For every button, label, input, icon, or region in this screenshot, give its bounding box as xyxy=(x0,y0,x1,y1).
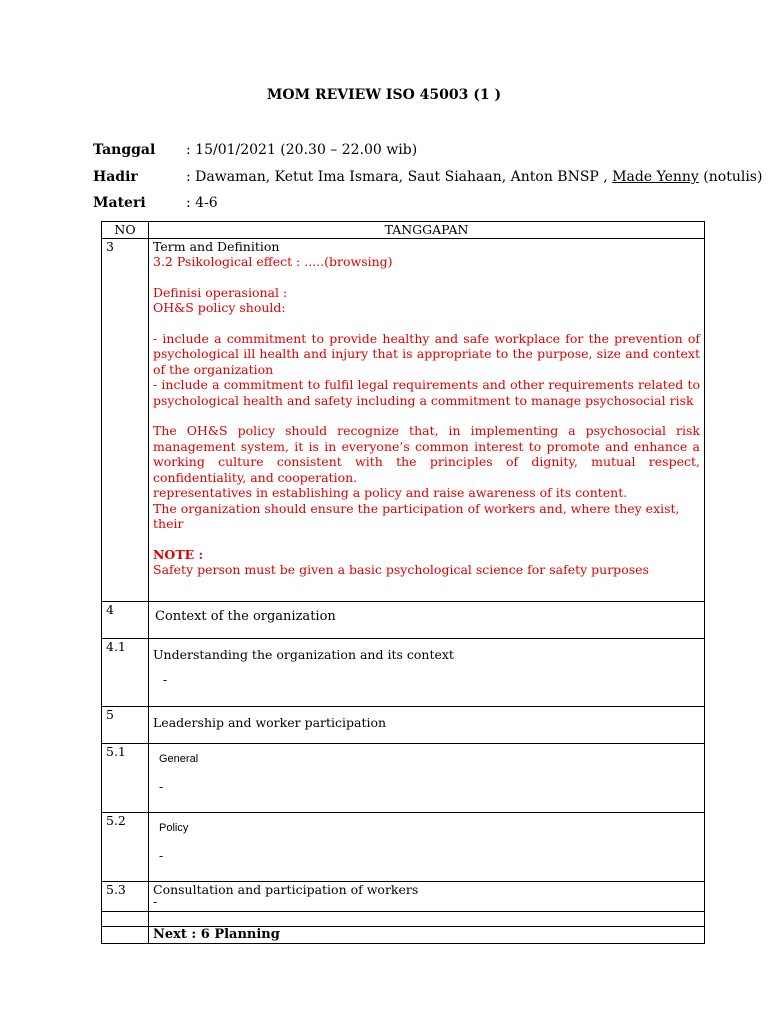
table-row xyxy=(102,812,705,881)
subsection-title: 3.2 Psikological effect : .....(browsing) xyxy=(153,254,393,269)
placeholder-dash: - xyxy=(159,779,164,794)
table-row xyxy=(102,706,705,743)
policy-paragraph: The OH&S policy should recognize that, in implementing a psychosocial risk management system, it is in everyone’s common interest to promote and enhance a working culture consistent with the principles of dignity, mutual respect, confidentiality, and cooperation. xyxy=(153,423,700,485)
policy-paragraph: representatives in establishing a policy and raise awareness of its content. xyxy=(153,485,628,500)
placeholder-dash: - xyxy=(159,848,164,863)
row-number: 5 xyxy=(102,706,149,743)
placeholder-dash: - xyxy=(153,894,158,909)
materi-label: Materi xyxy=(93,195,146,211)
row-number xyxy=(102,926,149,943)
section-title: Consultation and participation of workers xyxy=(153,881,419,897)
tanggal-value: : 15/01/2021 (20.30 – 22.00 wib) xyxy=(186,142,418,158)
table-header-row xyxy=(102,222,705,239)
header-no: NO xyxy=(102,222,149,239)
policy-label: OH&S policy should: xyxy=(153,300,286,315)
hadir-notulis-name: Made Yenny xyxy=(612,169,699,185)
policy-bullet: - include a commitment to fulfil legal requirements and other requirements related to psychological health and safety including a commitment to manage psychosocial risk xyxy=(153,377,700,408)
hadir-attendees: : Dawaman, Ketut Ima Ismara, Saut Siahaan, Anton BNSP , xyxy=(186,169,613,185)
row-content xyxy=(149,706,705,743)
row-content xyxy=(149,812,705,881)
row-content xyxy=(149,926,705,943)
policy-paragraph: The organization should ensure the participation of workers and, where they exist, their xyxy=(153,500,680,531)
table-row xyxy=(102,238,705,601)
section-title: Leadership and worker participation xyxy=(153,714,387,730)
note-text: Safety person must be given a basic psychological science for safety purposes xyxy=(153,562,649,577)
header-tanggapan: TANGGAPAN xyxy=(149,222,705,239)
row-content xyxy=(149,238,705,601)
row-number: 3 xyxy=(102,238,149,601)
policy-bullet: - include a commitment to provide healthy and safe workplace for the prevention of psychological ill health and injury that is appropriate to the purpose, size and context of the organization xyxy=(153,330,700,377)
placeholder-dash: - xyxy=(163,672,168,687)
hadir-value xyxy=(186,169,762,185)
section-title: Policy xyxy=(159,821,189,834)
row-number: 5.1 xyxy=(102,743,149,812)
row-number: 4 xyxy=(102,601,149,638)
row-number: 5.2 xyxy=(102,812,149,881)
row-number xyxy=(102,911,149,926)
table-row xyxy=(102,881,705,911)
table-row xyxy=(102,926,705,943)
table-row xyxy=(102,601,705,638)
row-content xyxy=(149,881,705,911)
section-title: General xyxy=(159,752,199,765)
next-agenda: Next : 6 Planning xyxy=(153,926,280,942)
row-content xyxy=(149,601,705,638)
hadir-notulis-suffix: (notulis) xyxy=(698,169,763,185)
materi-value: : 4-6 xyxy=(186,195,218,211)
table-row xyxy=(102,911,705,926)
table-row xyxy=(102,638,705,706)
table-row xyxy=(102,743,705,812)
row-heading: Term and Definition xyxy=(153,238,280,254)
section-title: Context of the organization xyxy=(155,608,336,624)
definition-label: Definisi operasional : xyxy=(153,284,288,300)
note-label: NOTE : xyxy=(153,546,204,562)
hadir-label: Hadir xyxy=(93,169,138,185)
row-content xyxy=(149,638,705,706)
section-title: Understanding the organization and its context xyxy=(153,646,454,662)
row-number: 5.3 xyxy=(102,881,149,911)
document-title: MOM REVIEW ISO 45003 (1 ) xyxy=(266,87,502,103)
tanggal-label: Tanggal xyxy=(93,142,156,158)
row-content xyxy=(149,911,705,926)
row-number: 4.1 xyxy=(102,638,149,706)
review-table xyxy=(101,221,705,944)
row-content xyxy=(149,743,705,812)
